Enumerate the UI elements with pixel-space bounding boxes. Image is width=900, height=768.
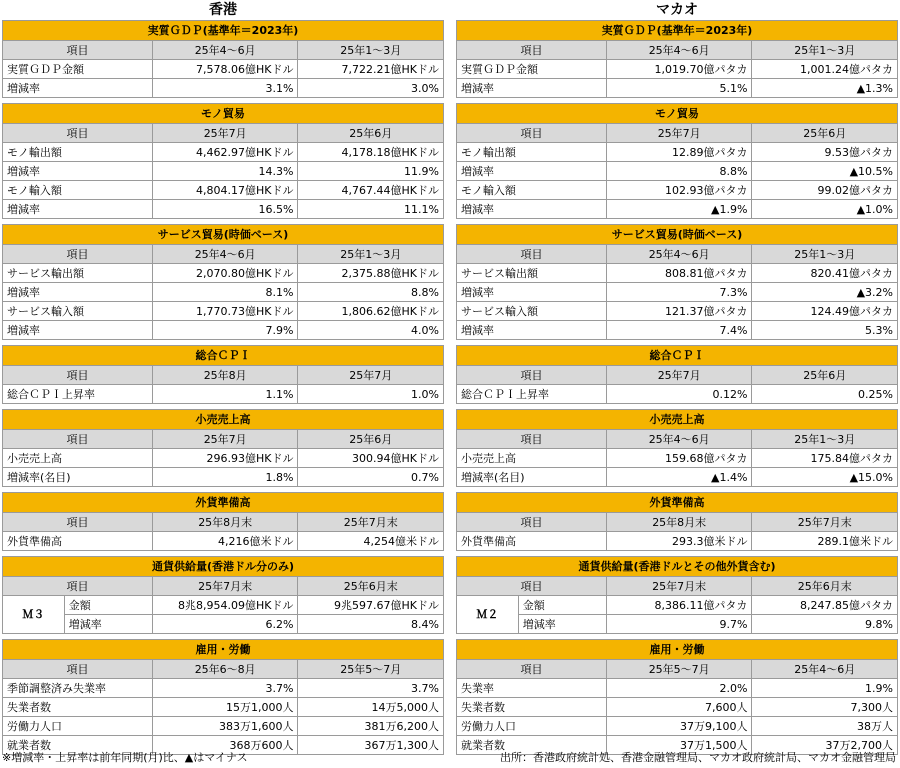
money-supply-label: Ｍ３ — [3, 596, 65, 634]
header-period: 25年4～6月 — [152, 245, 298, 264]
table-row — [3, 60, 444, 79]
table-reserve — [2, 492, 444, 551]
value-cell: 16.5% — [152, 200, 298, 219]
table-row — [457, 143, 898, 162]
row-label: 外貨準備高 — [3, 532, 153, 551]
table-row — [457, 302, 898, 321]
value-cell: ▲3.2% — [752, 283, 898, 302]
header-item: 項目 — [457, 577, 607, 596]
section-title-row — [457, 493, 898, 513]
value-cell: 1.1% — [152, 385, 298, 404]
table-money — [2, 556, 444, 634]
value-cell: 7,722.21億HKドル — [298, 60, 444, 79]
section-title: 外貨準備高 — [3, 493, 444, 513]
header-row — [3, 41, 444, 60]
value-cell: 1.8% — [152, 468, 298, 487]
table-row — [457, 532, 898, 551]
table-row — [3, 468, 444, 487]
section-title: 外貨準備高 — [457, 493, 898, 513]
table-row — [457, 717, 898, 736]
header-item: 項目 — [3, 245, 153, 264]
row-label: 実質ＧＤＰ金額 — [457, 60, 607, 79]
value-cell: 121.37億パタカ — [606, 302, 752, 321]
value-cell: 8.4% — [298, 615, 444, 634]
value-cell: 7,300人 — [752, 698, 898, 717]
table-row — [3, 717, 444, 736]
tables-macau — [456, 20, 898, 755]
section-title: 実質ＧＤＰ(基準年＝2023年) — [457, 21, 898, 41]
header-row — [3, 245, 444, 264]
row-label: 労働力人口 — [457, 717, 607, 736]
value-cell: 367万1,300人 — [298, 736, 444, 755]
table-row — [3, 679, 444, 698]
header-period: 25年8月末 — [152, 513, 298, 532]
row-label: 実質ＧＤＰ金額 — [3, 60, 153, 79]
header-period: 25年7月 — [606, 366, 752, 385]
table-cpi — [2, 345, 444, 404]
table-row — [3, 615, 444, 634]
header-item: 項目 — [3, 124, 153, 143]
row-label: 増減率 — [457, 283, 607, 302]
row-label: 金額 — [518, 596, 606, 615]
header-row — [3, 366, 444, 385]
row-label: 増減率 — [3, 283, 153, 302]
header-period: 25年6月 — [298, 124, 444, 143]
section-title-row — [3, 346, 444, 366]
header-period: 25年6～8月 — [152, 660, 298, 679]
section-title: 総合ＣＰＩ — [3, 346, 444, 366]
header-period: 25年7月 — [606, 124, 752, 143]
table-trade — [456, 103, 898, 219]
table-row — [3, 698, 444, 717]
value-cell: 102.93億パタカ — [606, 181, 752, 200]
table-row — [3, 143, 444, 162]
table-row — [3, 302, 444, 321]
value-cell: 808.81億パタカ — [606, 264, 752, 283]
header-row — [457, 245, 898, 264]
header-period: 25年4～6月 — [752, 660, 898, 679]
value-cell: 4,462.97億HKドル — [152, 143, 298, 162]
value-cell: 4,767.44億HKドル — [298, 181, 444, 200]
header-period: 25年8月末 — [606, 513, 752, 532]
header-row — [457, 124, 898, 143]
table-row — [3, 596, 444, 615]
value-cell: 7,600人 — [606, 698, 752, 717]
row-label: 就業者数 — [457, 736, 607, 755]
table-row — [3, 283, 444, 302]
header-period: 25年7月末 — [752, 513, 898, 532]
value-cell: 3.7% — [298, 679, 444, 698]
table-gdp — [2, 20, 444, 98]
row-label: 労働力人口 — [3, 717, 153, 736]
row-label: 失業者数 — [457, 698, 607, 717]
section-title: 小売売上高 — [457, 410, 898, 430]
row-label: 増減率(名目) — [3, 468, 153, 487]
table-row — [3, 200, 444, 219]
table-row — [3, 79, 444, 98]
header-period: 25年7月 — [298, 366, 444, 385]
value-cell: 289.1億米ドル — [752, 532, 898, 551]
table-row — [457, 60, 898, 79]
header-period: 25年7月 — [152, 124, 298, 143]
section-title-row — [457, 225, 898, 245]
value-cell: 14.3% — [152, 162, 298, 181]
value-cell: 8.8% — [606, 162, 752, 181]
value-cell: 1,001.24億パタカ — [752, 60, 898, 79]
value-cell: 8.1% — [152, 283, 298, 302]
value-cell: 7,578.06億HKドル — [152, 60, 298, 79]
money-supply-label: Ｍ２ — [457, 596, 519, 634]
table-row — [457, 264, 898, 283]
header-period: 25年6月 — [752, 366, 898, 385]
header-period: 25年1～3月 — [752, 430, 898, 449]
row-label: 増減率 — [3, 200, 153, 219]
value-cell: 0.25% — [752, 385, 898, 404]
value-cell: 9.8% — [752, 615, 898, 634]
value-cell: 820.41億パタカ — [752, 264, 898, 283]
row-label: 増減率(名目) — [457, 468, 607, 487]
table-row — [457, 385, 898, 404]
value-cell: 8.8% — [298, 283, 444, 302]
section-title-row — [3, 493, 444, 513]
row-label: サービス輸入額 — [457, 302, 607, 321]
header-item: 項目 — [457, 513, 607, 532]
row-label: 増減率 — [457, 79, 607, 98]
header-row — [3, 124, 444, 143]
value-cell: ▲10.5% — [752, 162, 898, 181]
row-label: モノ輸入額 — [3, 181, 153, 200]
table-service — [456, 224, 898, 340]
section-title-row — [457, 21, 898, 41]
section-title-row — [3, 640, 444, 660]
section-title: 通貨供給量(香港ドル分のみ) — [3, 557, 444, 577]
header-row — [457, 430, 898, 449]
header-item: 項目 — [3, 41, 153, 60]
value-cell: 5.1% — [606, 79, 752, 98]
table-money — [456, 556, 898, 634]
header-period: 25年6月 — [752, 124, 898, 143]
row-label: 外貨準備高 — [457, 532, 607, 551]
row-label: サービス輸入額 — [3, 302, 153, 321]
row-label: 総合ＣＰＩ上昇率 — [457, 385, 607, 404]
header-row — [3, 577, 444, 596]
row-label: 増減率 — [518, 615, 606, 634]
value-cell: 11.1% — [298, 200, 444, 219]
header-period: 25年8月 — [152, 366, 298, 385]
header-item: 項目 — [3, 577, 153, 596]
header-period: 25年4～6月 — [606, 245, 752, 264]
row-label: サービス輸出額 — [457, 264, 607, 283]
header-item: 項目 — [3, 660, 153, 679]
header-period: 25年7月末 — [298, 513, 444, 532]
header-period: 25年7月末 — [606, 577, 752, 596]
table-gdp — [456, 20, 898, 98]
section-title-row — [457, 410, 898, 430]
hong-kong-column — [2, 0, 444, 760]
header-item: 項目 — [3, 430, 153, 449]
value-cell: 2,070.80億HKドル — [152, 264, 298, 283]
table-employ — [2, 639, 444, 755]
section-title: 実質ＧＤＰ(基準年＝2023年) — [3, 21, 444, 41]
header-row — [3, 660, 444, 679]
row-label: 増減率 — [3, 321, 153, 340]
table-row — [457, 181, 898, 200]
value-cell: 38万人 — [752, 717, 898, 736]
section-title: サービス貿易(時価ベース) — [3, 225, 444, 245]
header-row — [457, 660, 898, 679]
header-row — [3, 513, 444, 532]
table-reserve — [456, 492, 898, 551]
value-cell: 9.7% — [606, 615, 752, 634]
value-cell: 2.0% — [606, 679, 752, 698]
section-title-row — [3, 557, 444, 577]
section-title-row — [457, 346, 898, 366]
header-item: 項目 — [3, 366, 153, 385]
table-row — [457, 321, 898, 340]
region-title-macau: マカオ — [656, 2, 698, 18]
value-cell: 3.1% — [152, 79, 298, 98]
value-cell: 296.93億HKドル — [152, 449, 298, 468]
header-period: 25年4～6月 — [606, 41, 752, 60]
row-label: 増減率 — [457, 162, 607, 181]
value-cell: 6.2% — [152, 615, 298, 634]
table-row — [457, 283, 898, 302]
row-label: 増減率 — [3, 79, 153, 98]
table-row — [457, 162, 898, 181]
header-period: 25年1～3月 — [298, 41, 444, 60]
value-cell: ▲1.9% — [606, 200, 752, 219]
value-cell: ▲15.0% — [752, 468, 898, 487]
table-row — [3, 532, 444, 551]
header-item: 項目 — [457, 41, 607, 60]
header-period: 25年6月末 — [298, 577, 444, 596]
section-title-row — [457, 640, 898, 660]
header-period: 25年5～7月 — [606, 660, 752, 679]
row-label: サービス輸出額 — [3, 264, 153, 283]
header-row — [457, 366, 898, 385]
table-retail — [456, 409, 898, 487]
header-row — [457, 41, 898, 60]
table-trade — [2, 103, 444, 219]
header-item: 項目 — [457, 660, 607, 679]
row-label: モノ輸出額 — [3, 143, 153, 162]
table-row — [3, 162, 444, 181]
value-cell: 12.89億パタカ — [606, 143, 752, 162]
value-cell: 4,804.17億HKドル — [152, 181, 298, 200]
table-row — [457, 79, 898, 98]
row-label: モノ輸出額 — [457, 143, 607, 162]
value-cell: 15万1,000人 — [152, 698, 298, 717]
value-cell: 1,770.73億HKドル — [152, 302, 298, 321]
value-cell: 4,254億米ドル — [298, 532, 444, 551]
table-row — [457, 200, 898, 219]
section-title: モノ貿易 — [3, 104, 444, 124]
table-row — [457, 679, 898, 698]
row-label: 増減率 — [3, 162, 153, 181]
table-row — [3, 385, 444, 404]
value-cell: 8,386.11億パタカ — [606, 596, 752, 615]
section-title: サービス貿易(時価ベース) — [457, 225, 898, 245]
table-row — [457, 615, 898, 634]
tables-hong-kong — [2, 20, 444, 755]
value-cell: 8兆8,954.09億HKドル — [152, 596, 298, 615]
section-title-row — [3, 225, 444, 245]
row-label: 増減率 — [64, 615, 152, 634]
value-cell: 381万6,200人 — [298, 717, 444, 736]
header-row — [457, 513, 898, 532]
header-period: 25年7月 — [152, 430, 298, 449]
value-cell: 37万9,100人 — [606, 717, 752, 736]
table-row — [457, 698, 898, 717]
header-item: 項目 — [457, 366, 607, 385]
value-cell: 9兆597.67億HKドル — [298, 596, 444, 615]
table-employ — [456, 639, 898, 755]
table-service — [2, 224, 444, 340]
value-cell: 3.7% — [152, 679, 298, 698]
region-title-hong-kong: 香港 — [209, 2, 237, 18]
table-row — [3, 264, 444, 283]
table-retail — [2, 409, 444, 487]
value-cell: 1,806.62億HKドル — [298, 302, 444, 321]
header-period: 25年1～3月 — [298, 245, 444, 264]
table-row — [457, 449, 898, 468]
value-cell: 4,216億米ドル — [152, 532, 298, 551]
value-cell: 0.7% — [298, 468, 444, 487]
row-label: モノ輸入額 — [457, 181, 607, 200]
header-period: 25年1～3月 — [752, 41, 898, 60]
header-period: 25年7月末 — [152, 577, 298, 596]
header-period: 25年4～6月 — [606, 430, 752, 449]
value-cell: 8,247.85億パタカ — [752, 596, 898, 615]
value-cell: 99.02億パタカ — [752, 181, 898, 200]
table-row — [3, 449, 444, 468]
section-title-row — [3, 104, 444, 124]
header-period: 25年5～7月 — [298, 660, 444, 679]
value-cell: 7.4% — [606, 321, 752, 340]
section-title: 小売売上高 — [3, 410, 444, 430]
section-title: 雇用・労働 — [3, 640, 444, 660]
table-row — [3, 181, 444, 200]
row-label: 小売売上高 — [457, 449, 607, 468]
section-title: 通貨供給量(香港ドルとその他外貨含む) — [457, 557, 898, 577]
value-cell: 1,019.70億パタカ — [606, 60, 752, 79]
value-cell: 124.49億パタカ — [752, 302, 898, 321]
section-title-row — [457, 557, 898, 577]
value-cell: 7.3% — [606, 283, 752, 302]
macau-column — [456, 0, 898, 760]
value-cell: 11.9% — [298, 162, 444, 181]
value-cell: 14万5,000人 — [298, 698, 444, 717]
row-label: 増減率 — [457, 200, 607, 219]
section-title-row — [3, 21, 444, 41]
row-label: 総合ＣＰＩ上昇率 — [3, 385, 153, 404]
header-item: 項目 — [457, 124, 607, 143]
row-label: 季節調整済み失業率 — [3, 679, 153, 698]
value-cell: 4,178.18億HKドル — [298, 143, 444, 162]
value-cell: 293.3億米ドル — [606, 532, 752, 551]
row-label: 増減率 — [457, 321, 607, 340]
value-cell: 37万2,700人 — [752, 736, 898, 755]
value-cell: 1.9% — [752, 679, 898, 698]
header-period: 25年6月 — [298, 430, 444, 449]
header-period: 25年1～3月 — [752, 245, 898, 264]
section-title-row — [457, 104, 898, 124]
value-cell: 2,375.88億HKドル — [298, 264, 444, 283]
section-title-row — [3, 410, 444, 430]
value-cell: 175.84億パタカ — [752, 449, 898, 468]
value-cell: 3.0% — [298, 79, 444, 98]
row-label: 失業率 — [457, 679, 607, 698]
table-row — [3, 321, 444, 340]
value-cell: ▲1.3% — [752, 79, 898, 98]
row-label: 小売売上高 — [3, 449, 153, 468]
table-row — [457, 468, 898, 487]
value-cell: 383万1,600人 — [152, 717, 298, 736]
section-title: 総合ＣＰＩ — [457, 346, 898, 366]
value-cell: 37万1,500人 — [606, 736, 752, 755]
table-row — [457, 596, 898, 615]
header-item: 項目 — [3, 513, 153, 532]
value-cell: 159.68億パタカ — [606, 449, 752, 468]
section-title: モノ貿易 — [457, 104, 898, 124]
value-cell: ▲1.4% — [606, 468, 752, 487]
value-cell: 9.53億パタカ — [752, 143, 898, 162]
value-cell: 1.0% — [298, 385, 444, 404]
header-period: 25年6月末 — [752, 577, 898, 596]
value-cell: 5.3% — [752, 321, 898, 340]
header-row — [457, 577, 898, 596]
value-cell: 300.94億HKドル — [298, 449, 444, 468]
table-cpi — [456, 345, 898, 404]
value-cell: 368万600人 — [152, 736, 298, 755]
row-label: 失業者数 — [3, 698, 153, 717]
value-cell: 0.12% — [606, 385, 752, 404]
value-cell: 4.0% — [298, 321, 444, 340]
value-cell: ▲1.0% — [752, 200, 898, 219]
header-item: 項目 — [457, 245, 607, 264]
footnote: ※増減率・上昇率は前年同期(月)比、▲はマイナス — [2, 751, 248, 764]
value-cell: 7.9% — [152, 321, 298, 340]
source-note: 出所：香港政府統計処、香港金融管理局、マカオ政府統計局、マカオ金融管理局 — [500, 751, 896, 764]
section-title: 雇用・労働 — [457, 640, 898, 660]
header-row — [3, 430, 444, 449]
header-item: 項目 — [457, 430, 607, 449]
header-period: 25年4～6月 — [152, 41, 298, 60]
row-label: 金額 — [64, 596, 152, 615]
row-label: 就業者数 — [3, 736, 153, 755]
